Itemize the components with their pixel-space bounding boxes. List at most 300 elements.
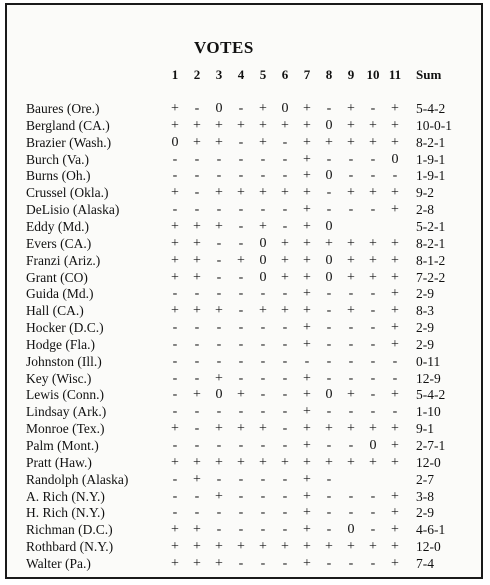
vote-cell: - [172,471,178,487]
vote-cell: - [216,320,222,336]
vote-cell: - [260,370,266,386]
vote-cell: + [193,218,201,234]
vote-cell: - [216,522,222,538]
vote-cell: - [216,151,222,167]
vote-cell: + [391,539,399,555]
vote-cell: + [281,303,289,319]
vote-cell [384,218,406,235]
vote-cell: 0 [325,269,333,285]
vote-cell: - [326,286,332,302]
vote-cell: + [347,454,355,470]
vote-cell: 0 [347,522,355,538]
vote-cell: + [259,101,267,116]
vote-cell: - [238,404,244,420]
vote-cell: - [282,134,288,150]
vote-cell: + [171,555,179,571]
vote-cell: + [281,185,289,201]
column-header-10: 10 [366,67,380,82]
table-row [0,201,490,218]
vote-cell: + [303,117,311,133]
vote-sum: 2-9 [416,336,434,352]
vote-cell: - [238,168,244,184]
vote-cell: - [216,269,222,285]
vote-cell: + [193,134,201,150]
vote-cell [340,471,362,488]
column-header-sum: Sum [416,67,442,82]
table-row [0,319,490,336]
vote-cell: - [282,505,288,521]
vote-cell: + [347,387,355,403]
vote-cell: + [215,185,223,201]
vote-cell: - [326,404,332,420]
vote-cell: - [348,438,354,453]
vote-sum: 5-2-1 [416,218,446,234]
vote-cell: 0 [281,101,289,116]
vote-cell: - [260,168,266,184]
vote-cell: + [391,286,399,302]
vote-cell: + [259,454,267,470]
vote-cell: - [238,134,244,150]
member-name: Hocker (D.C.) [26,320,104,336]
vote-cell: - [238,320,244,336]
vote-cell: - [260,505,266,521]
vote-sum: 0-11 [416,353,441,369]
member-name: Guida (Md.) [26,286,94,302]
vote-cell: 0 [325,387,333,403]
vote-cell: - [194,438,200,453]
vote-cell: + [303,370,311,386]
vote-cell: - [348,168,354,184]
vote-sum: 12-9 [416,370,441,386]
vote-cell: - [370,151,376,167]
table-row [0,117,490,134]
member-name: Lindsay (Ark.) [26,404,107,420]
vote-cell: + [325,454,333,470]
vote-cell: + [303,218,311,234]
vote-cell: - [348,505,354,521]
vote-cell: + [303,286,311,302]
vote-cell: - [216,336,222,352]
vote-cell: + [193,252,201,268]
vote-cell: - [238,235,244,251]
vote-cell: + [303,185,311,201]
member-name: A. Rich (N.Y.) [26,488,105,504]
vote-cell: - [326,303,332,319]
vote-cell: + [237,185,245,201]
vote-cell: - [194,168,200,184]
vote-cell: - [370,303,376,319]
vote-sum: 8-2-1 [416,134,446,150]
vote-cell: - [370,387,376,403]
vote-cell: - [216,252,222,268]
vote-cell: - [194,185,200,201]
vote-cell: - [172,387,178,403]
vote-cell: + [193,522,201,538]
member-name: Palm (Mont.) [26,438,99,453]
vote-cell: + [193,117,201,133]
vote-cell: - [392,168,398,184]
vote-cell: + [369,539,377,555]
vote-cell: - [326,370,332,386]
vote-cell: - [172,488,178,504]
member-name: Monroe (Tex.) [26,421,105,437]
vote-cell: + [259,185,267,201]
vote-sum: 2-8 [416,202,434,218]
vote-cell: + [347,185,355,201]
vote-cell: + [237,387,245,403]
vote-cell: - [238,353,244,369]
vote-cell: - [194,151,200,167]
vote-cell: + [303,505,311,521]
vote-cell: + [281,539,289,555]
vote-cell: - [260,336,266,352]
vote-cell: - [238,218,244,234]
vote-sum: 5-4-2 [416,387,446,403]
vote-cell: - [282,488,288,504]
vote-cell: + [281,454,289,470]
vote-cell: + [215,421,223,437]
vote-cell: - [172,370,178,386]
vote-sum: 7-2-2 [416,269,446,285]
vote-cell: + [215,370,223,386]
vote-cell: - [216,471,222,487]
vote-cell: + [303,488,311,504]
vote-cell: + [215,454,223,470]
vote-cell: + [193,539,201,555]
vote-cell: - [282,555,288,571]
vote-cell: - [326,320,332,336]
member-name: Richman (D.C.) [26,522,113,538]
vote-cell: - [172,168,178,184]
vote-cell: + [215,218,223,234]
vote-cell: + [171,303,179,319]
vote-cell: - [238,370,244,386]
vote-cell: + [391,454,399,470]
vote-cell: - [282,471,288,487]
vote-sum: 8-2-1 [416,235,446,251]
vote-sum: 2-7 [416,471,434,487]
vote-cell: - [216,235,222,251]
table-title: VOTES [194,38,254,57]
vote-cell: - [370,505,376,521]
vote-cell: - [348,286,354,302]
member-name: Johnston (Ill.) [26,353,102,369]
vote-cell: + [303,235,311,251]
vote-cell: + [259,421,267,437]
vote-cell: + [369,235,377,251]
vote-cell: - [326,488,332,504]
vote-cell: - [282,218,288,234]
table-row [0,370,490,387]
vote-cell: - [172,353,178,369]
vote-cell: + [171,269,179,285]
vote-cell: + [171,421,179,437]
vote-cell: + [325,539,333,555]
vote-cell: - [194,336,200,352]
vote-sum: 2-9 [416,505,434,521]
vote-cell: + [391,438,399,453]
vote-cell: + [237,252,245,268]
vote-cell: + [193,454,201,470]
vote-cell [362,218,384,235]
vote-cell: + [391,488,399,504]
vote-cell: 0 [215,101,223,116]
vote-cell: + [281,252,289,268]
vote-cell: + [391,421,399,437]
vote-cell: 0 [215,387,223,403]
vote-sum: 2-9 [416,320,434,336]
vote-cell: + [347,269,355,285]
member-name: Bergland (CA.) [26,117,110,133]
member-name: Evers (CA.) [26,235,92,251]
member-name: Franzi (Ariz.) [26,252,101,268]
vote-cell: - [282,168,288,184]
vote-cell: - [370,336,376,352]
vote-cell: + [369,269,377,285]
vote-cell: + [391,522,399,538]
table-row [0,285,490,302]
vote-sum: 2-9 [416,286,434,302]
vote-cell: - [172,336,178,352]
vote-cell: - [282,320,288,336]
vote-cell: + [369,252,377,268]
vote-cell: + [347,303,355,319]
vote-cell: - [172,438,178,453]
vote-cell: - [194,421,200,437]
vote-cell: - [370,404,376,420]
vote-cell: - [282,151,288,167]
vote-cell: 0 [391,151,399,167]
vote-cell: - [392,370,398,386]
vote-cell: + [303,336,311,352]
column-header-5: 5 [259,67,267,82]
vote-cell: + [369,454,377,470]
table-row [0,134,490,151]
vote-cell: + [303,151,311,167]
vote-cell: + [391,303,399,319]
vote-cell: - [172,151,178,167]
table-row [0,454,490,471]
vote-cell: - [326,151,332,167]
vote-cell: + [369,421,377,437]
member-name: Randolph (Alaska) [26,471,129,487]
vote-sum: 7-4 [416,555,434,571]
vote-cell: + [303,404,311,420]
table-row [0,386,490,403]
table-row [0,167,490,184]
vote-cell: + [171,235,179,251]
vote-cell: + [391,134,399,150]
vote-cell: 0 [259,269,267,285]
vote-cell: - [282,522,288,538]
vote-cell: + [303,168,311,184]
table-row [0,184,490,201]
vote-cell: 0 [325,252,333,268]
vote-cell: - [216,202,222,218]
vote-cell: + [215,555,223,571]
vote-cell: - [348,555,354,571]
vote-cell: + [303,421,311,437]
vote-cell: - [194,202,200,218]
vote-cell: + [303,252,311,268]
vote-cell: - [172,505,178,521]
vote-cell: - [370,320,376,336]
vote-cell: + [237,117,245,133]
member-name: Lewis (Conn.) [26,387,104,403]
vote-cell: + [391,235,399,251]
vote-cell: - [216,438,222,453]
vote-cell: - [238,505,244,521]
table-row [0,235,490,252]
vote-cell: + [171,522,179,538]
member-name: Crussel (Okla.) [26,185,109,201]
vote-cell: - [282,353,288,369]
vote-cell: - [238,438,244,453]
vote-cell: + [193,269,201,285]
vote-cell: + [303,539,311,555]
vote-cell: - [326,101,332,116]
vote-sum: 9-1 [416,421,434,437]
vote-cell: - [216,168,222,184]
vote-cell: - [326,438,332,453]
vote-cell: + [303,320,311,336]
table-row [0,437,490,454]
vote-cell: + [347,421,355,437]
vote-cell: - [304,353,310,369]
vote-cell: - [348,488,354,504]
column-header-8: 8 [325,67,333,82]
member-name: Baures (Ore.) [26,101,100,116]
vote-cell: + [303,303,311,319]
vote-cell: + [325,134,333,150]
vote-cell: - [238,202,244,218]
vote-cell: + [369,185,377,201]
table-row [0,521,490,538]
vote-sum: 9-2 [416,185,434,201]
vote-cell: + [171,117,179,133]
vote-cell: 0 [259,235,267,251]
vote-cell: - [216,286,222,302]
vote-sum: 1-9-1 [416,168,446,184]
vote-cell: + [391,269,399,285]
table-row [0,218,490,235]
table-row [0,488,490,505]
vote-cell: - [348,320,354,336]
vote-cell: + [303,101,311,116]
vote-cell: + [391,505,399,521]
vote-cell: - [260,522,266,538]
vote-cell: + [391,555,399,571]
vote-cell: + [391,387,399,403]
column-header-11: 11 [388,67,402,82]
vote-sum: 12-0 [416,454,441,470]
vote-cell: - [260,320,266,336]
vote-cell: - [392,404,398,420]
vote-cell: - [326,185,332,201]
vote-cell: - [260,353,266,369]
vote-cell: + [391,252,399,268]
table-row [0,504,490,521]
vote-cell: + [215,117,223,133]
vote-sum: 1-9-1 [416,151,446,167]
vote-cell: - [260,286,266,302]
table-row [0,403,490,420]
vote-cell [362,471,384,488]
vote-cell: + [193,387,201,403]
vote-cell: - [194,320,200,336]
vote-cell: - [348,151,354,167]
vote-cell: + [237,539,245,555]
vote-cell: + [193,471,201,487]
member-name: Grant (CO) [26,269,88,285]
vote-cell: - [282,336,288,352]
table-row [0,555,490,572]
vote-cell: + [347,539,355,555]
vote-cell: + [171,539,179,555]
table-row [0,269,490,286]
vote-cell: - [238,336,244,352]
vote-cell: - [260,404,266,420]
member-name: Hall (CA.) [26,303,84,319]
vote-cell: - [238,151,244,167]
vote-cell: + [303,454,311,470]
vote-cell: 0 [369,438,377,453]
member-name: Walter (Pa.) [26,555,91,571]
vote-cell: + [325,421,333,437]
vote-cell: + [259,117,267,133]
vote-sum: 1-10 [416,404,441,420]
vote-cell [340,218,362,235]
vote-cell: - [326,522,332,538]
vote-cell: - [370,370,376,386]
vote-cell: - [370,488,376,504]
vote-cell: + [171,101,179,116]
vote-cell: + [259,303,267,319]
table-row [0,151,490,168]
vote-cell: + [347,252,355,268]
vote-cell: - [348,202,354,218]
vote-sum: 2-7-1 [416,438,446,453]
vote-sum: 4-6-1 [416,522,446,538]
vote-cell: - [194,286,200,302]
vote-cell: - [216,505,222,521]
vote-cell: + [347,235,355,251]
member-name: Key (Wisc.) [26,370,92,386]
vote-cell: - [392,353,398,369]
column-header-7: 7 [303,67,311,82]
vote-cell: - [348,336,354,352]
vote-cell: - [238,555,244,571]
vote-cell: + [237,421,245,437]
vote-cell: + [347,101,355,116]
vote-cell: - [348,370,354,386]
vote-cell: + [281,117,289,133]
vote-cell: - [216,404,222,420]
vote-cell: + [237,454,245,470]
column-header-2: 2 [193,67,201,82]
member-name: Pratt (Haw.) [26,454,92,470]
member-name: Eddy (Md.) [26,218,89,234]
vote-cell: - [348,404,354,420]
vote-cell: - [260,151,266,167]
vote-cell: 0 [325,117,333,133]
vote-cell: + [347,117,355,133]
vote-cell: - [238,101,244,116]
vote-cell: + [215,303,223,319]
vote-cell: + [369,117,377,133]
vote-cell: - [260,202,266,218]
vote-cell: - [238,471,244,487]
